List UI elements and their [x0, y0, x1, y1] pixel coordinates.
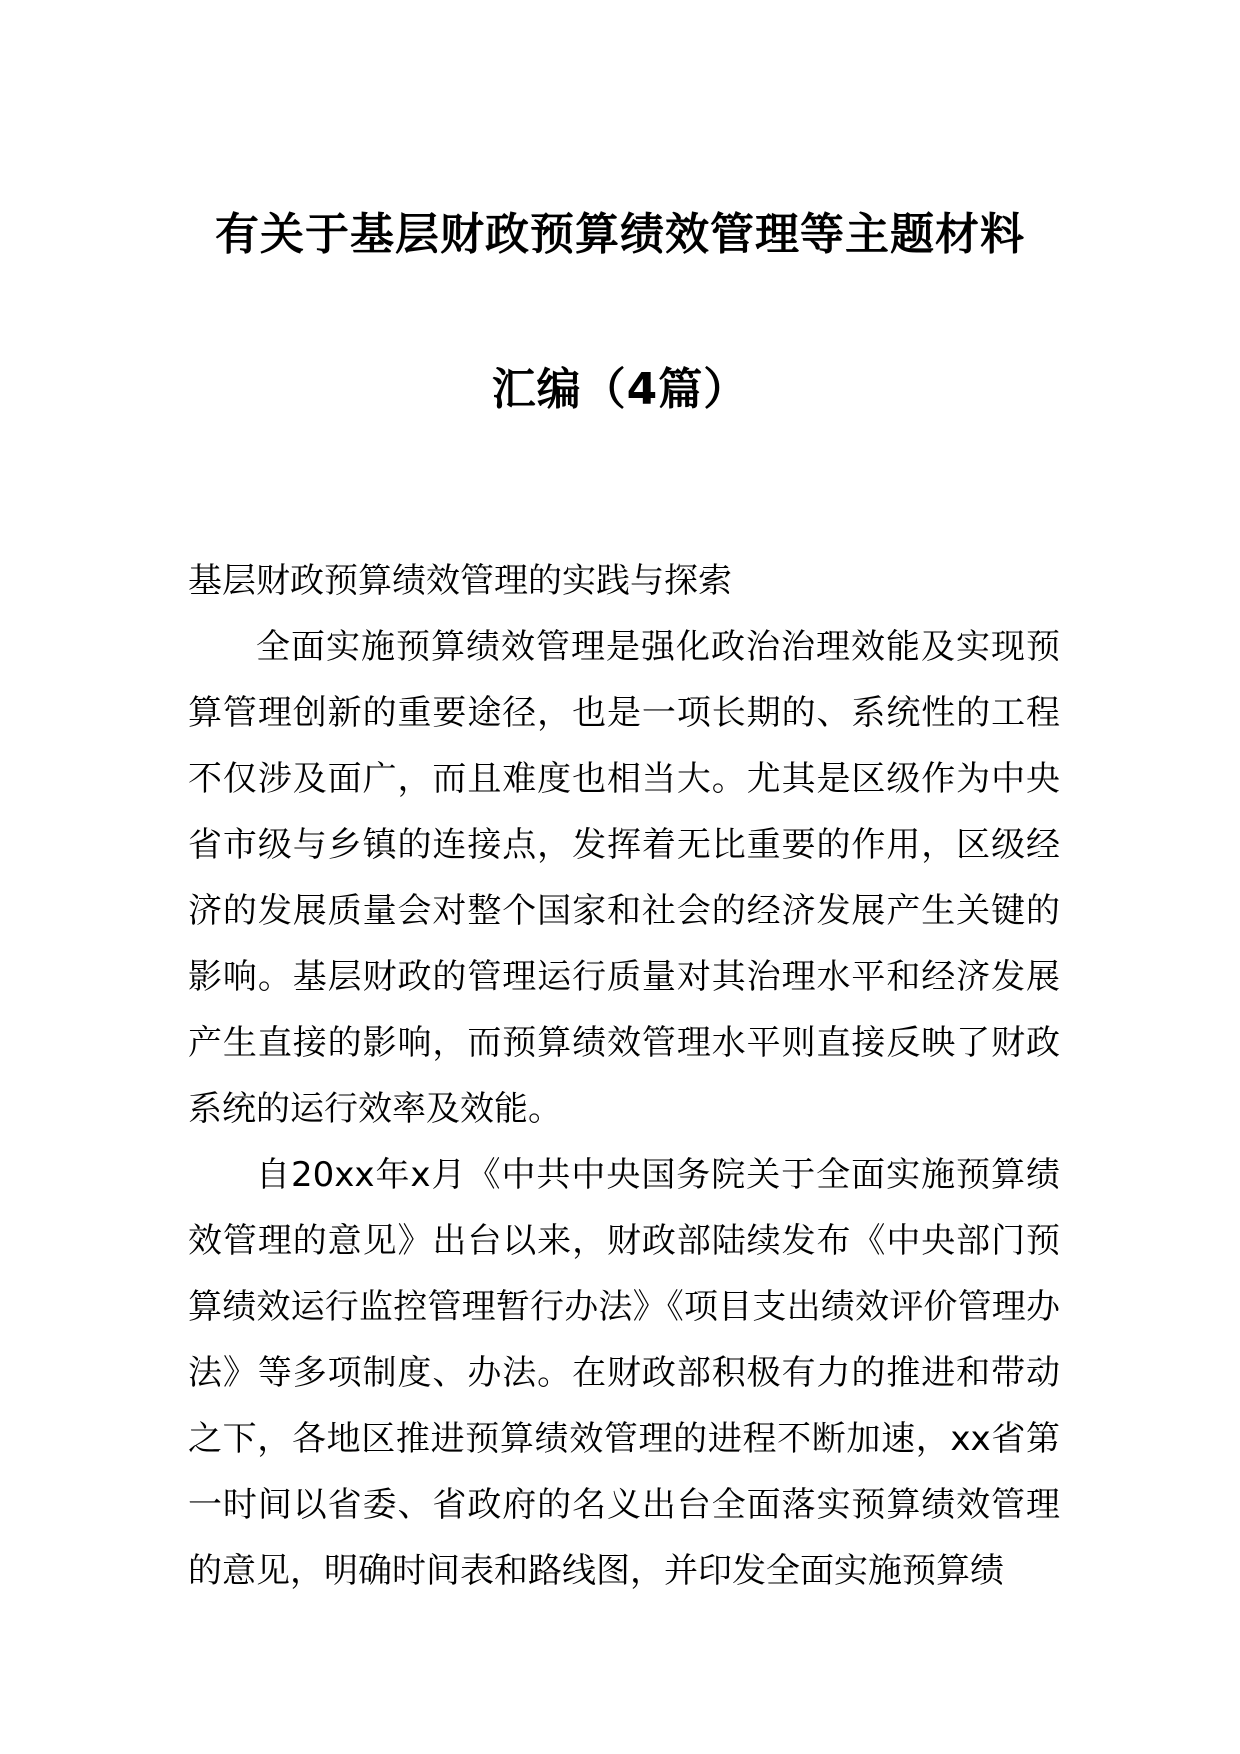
paragraph-2: 自20xx年x月《中共中央国务院关于全面实施预算绩效管理的意见》出台以来，财政部陆续发布《中央部门预算绩效运行监控管理暂行办法》《项目支出绩效评价管理办法》等多项制度、办法。在财政部积极有力的推进和带动之下，各地区推进预算绩效管理的进程不断加速，xx省第一时间以省委、省政府的名义出台全面落实预算绩效管理的意见，明确时间表和路线图，并印发全面实施预算绩 — [188, 1155, 1060, 1591]
paragraph-1: 全面实施预算绩效管理是强化政治治理效能及实现预算管理创新的重要途径，也是一项长期的、系统性的工程不仅涉及面广，而且难度也相当大。尤其是区级作为中央省市级与乡镇的连接点，发挥着无比重要的作用，区级经济的发展质量会对整个国家和社会的经济发展产生关键的影响。基层财政的管理运行质量对其治理水平和经济发展产生直接的影响，而预算绩效管理水平则直接反映了财政系统的运行效率及效能。 — [188, 627, 1060, 1129]
document-title-line-2: 汇编（4篇） — [491, 364, 749, 415]
document-body — [188, 548, 1060, 1604]
document-title-line-1: 有关于基层财政预算绩效管理等主题材料 — [215, 209, 1025, 260]
section-subtitle: 基层财政预算绩效管理的实践与探索 — [188, 561, 732, 601]
